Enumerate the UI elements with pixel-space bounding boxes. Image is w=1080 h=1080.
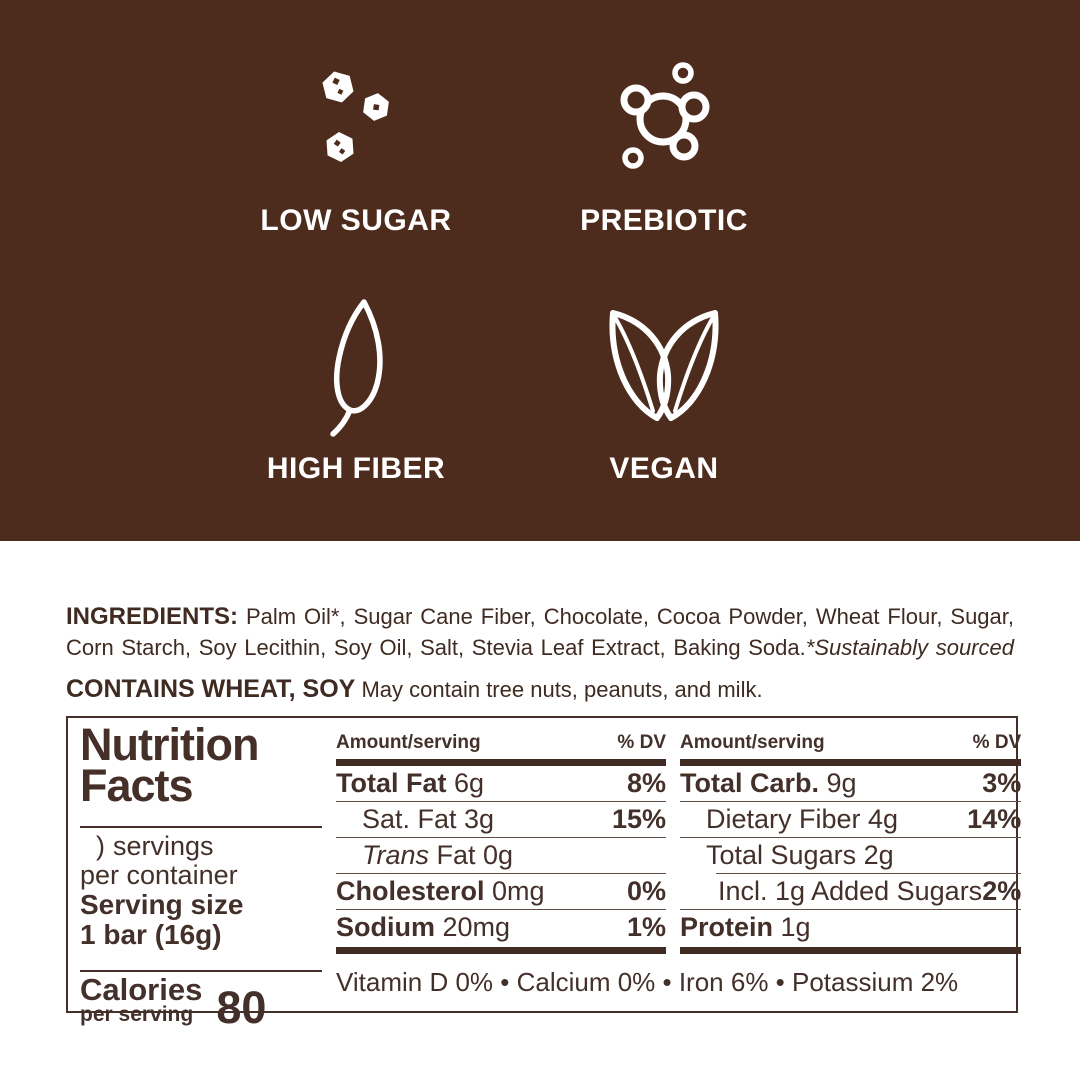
sugar-cubes-icon: [306, 62, 406, 168]
row-total-sugars: Total Sugars 2g: [706, 840, 894, 870]
dv-header: % DV: [972, 732, 1022, 753]
row-protein: Protein 1g: [680, 912, 811, 942]
row-sat-fat: Sat. Fat 3g 15%: [362, 804, 666, 834]
feature-label-low-sugar: LOW SUGAR: [260, 204, 452, 237]
serving-size-label: Serving size: [80, 889, 244, 920]
row-cholesterol: Cholesterol 0mg 0%: [336, 876, 666, 906]
right-rows: [680, 766, 1021, 954]
leaf-icon: [304, 296, 408, 438]
feature-vegan: [510, 238, 818, 486]
row-total-carb: Total Carb. 9g 3%: [680, 768, 1022, 798]
sustainably-sourced-note: Sustainably sourced: [814, 635, 1014, 660]
ingredients-line-2: Corn Starch, Soy Lecithin, Soy Oil, Salt, Stevia Leaf Extract, Baking Soda.*Sustainably sourced: [66, 635, 1014, 660]
thick-bar: [336, 759, 666, 766]
middle-rows: [336, 766, 666, 954]
amount-serving-header: Amount/serving: [336, 732, 481, 753]
thick-bar: [336, 947, 666, 954]
calories-row: [80, 972, 322, 1033]
feature-high-fiber: [202, 238, 510, 486]
calories-sub-label: per serving: [80, 1003, 194, 1026]
amount-serving-header: Amount/serving: [680, 732, 825, 753]
ingredients-line-1: INGREDIENTS: Palm Oil*, Sugar Cane Fiber, Chocolate, Cocoa Powder, Wheat Flour, Sugar,: [66, 603, 1014, 630]
allergen-statement: CONTAINS WHEAT, SOY May contain tree nuts, peanuts, and milk.: [66, 675, 763, 703]
micronutrients-footer: Vitamin D 0% • Calcium 0% • Iron 6% • Potassium 2%: [336, 967, 959, 997]
feature-prebiotic: [510, 0, 818, 238]
row-added-sugars: Incl. 1g Added Sugars 2%: [718, 876, 1022, 906]
nutrition-right-column: [680, 718, 1021, 954]
thick-bar: [680, 947, 1021, 954]
feature-low-sugar: [202, 0, 510, 238]
ingredients-block: [66, 601, 1014, 704]
feature-label-high-fiber: HIGH FIBER: [266, 452, 446, 485]
row-total-fat: Total Fat 6g 8%: [336, 768, 666, 798]
contains-bold: CONTAINS WHEAT, SOY: [66, 675, 356, 703]
feature-grid: [202, 0, 818, 486]
feature-label-prebiotic: PREBIOTIC: [580, 204, 748, 237]
row-trans-fat: Trans Fat 0g: [362, 840, 514, 870]
nutrition-facts-title: Nutrition Facts: [80, 719, 259, 811]
nutrition-facts-left-block: [80, 718, 322, 1033]
row-dietary-fiber: Dietary Fiber 4g 14%: [706, 804, 1022, 834]
vegan-leaves-icon: [589, 296, 739, 438]
obscured-servings-count: ): [96, 831, 105, 861]
serving-size-value: 1 bar (16g): [80, 919, 222, 950]
right-column-header: [680, 732, 1021, 753]
dv-header: % DV: [617, 732, 666, 753]
feature-label-vegan: VEGAN: [609, 452, 719, 485]
ingredients-heading: INGREDIENTS:: [66, 603, 239, 630]
calories-label: Calories: [80, 972, 203, 1007]
calories-value: 80: [216, 982, 267, 1033]
nutrition-middle-column: [336, 718, 666, 954]
per-container-label: per container: [80, 860, 238, 890]
middle-column-header: [336, 732, 666, 753]
prebiotic-molecule-icon: [604, 62, 724, 168]
title-divider: [80, 826, 322, 828]
nutrition-facts-panel: [66, 716, 1022, 1033]
thick-bar: [680, 759, 1021, 766]
row-sodium: Sodium 20mg 1%: [336, 912, 666, 942]
servings-line: ) servings: [96, 831, 214, 861]
